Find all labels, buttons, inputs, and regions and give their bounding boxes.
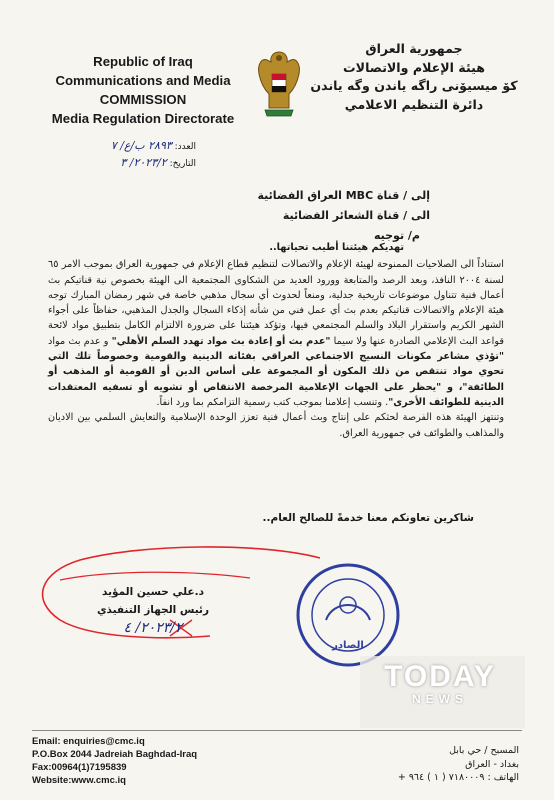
watermark-top: TODAY xyxy=(384,660,496,693)
footer-contact-english xyxy=(32,735,262,787)
footer-website: Website:www.cmc.iq xyxy=(32,775,126,786)
addressee-alshaaer: الى / قناة الشعائر الفضائية xyxy=(282,209,430,222)
letter-body xyxy=(48,240,504,441)
footer-ar-line1: المسبح / حي بابل xyxy=(449,745,519,756)
date-label: التاريخ: xyxy=(169,159,196,169)
p1-mid: و عدم بث مواد xyxy=(48,335,112,347)
closing-line: شاكرين تعاونكم معنا خدمةً للصالح العام.. xyxy=(262,512,474,524)
footer-contact-arabic xyxy=(319,744,519,785)
addressee-block xyxy=(130,186,490,246)
ar-header-line2: هيئة الإعلام والاتصالات xyxy=(343,59,485,75)
number-value: ٢٨٩٣ ب/ع/ ٧ xyxy=(110,139,172,152)
en-header-line4: Media Regulation Directorate xyxy=(51,111,235,126)
english-letterhead xyxy=(38,52,248,128)
signatory-name: د.علي حسين المؤيد xyxy=(102,586,204,598)
en-header-line3: COMMISSION xyxy=(99,92,187,107)
arabic-letterhead xyxy=(304,40,524,114)
footer-ar-line2: بغداد - العراق xyxy=(465,758,519,770)
p1-quote-2: "تؤذي مشاعر مكونات النسيج الاجتماعي العراقي بفئاته الدينية والقومية وخصوصاً تلك التي تحوي مواد تنتقص من ذلك المكون أو المجموعة على أساس الدين أو القومية أو المذهب أو الطائفة"، و "يحظر على الجهات الإعلامية المرخصة الانتقاص أو تشويه أو تسفيه المعتقدات الدينية للطوائف الأخرى" xyxy=(48,351,504,408)
body-paragraph-1 xyxy=(48,257,504,410)
reference-date xyxy=(56,155,196,172)
body-paragraph-2: وتنتهز الهيئة هذه الفرصة لحثكم على إنتاج وبث أعمال فنية تعزز الوحدة الإسلامية والتعايش السلمي بين الاديان والمذاهب والطوائف في جمهورية العراق. xyxy=(48,412,504,439)
p1-quote-1: "عدم بث أو إعادة بث مواد تهدد السلم الأهلي" xyxy=(111,335,331,347)
signature-date: ٢٠٢٣/٢/ ٤ xyxy=(123,620,183,636)
ar-header-line4: دائرة التنظيم الاعلامي xyxy=(344,96,484,112)
ar-header-line1: جمهورية العراق xyxy=(365,41,463,56)
footer-ar-line3: الهاتف : ٧١٨٠٠٠٩ ( ١ ) ٩٦٤ + xyxy=(397,772,519,783)
signatory-block xyxy=(78,583,228,637)
footer-pobox: P.O.Box 2044 Jadreiah Baghdad-Iraq xyxy=(32,749,198,760)
footer-fax: Fax:00964(1)7195839 xyxy=(32,762,127,773)
en-header-line2: Communications and Media xyxy=(55,73,231,88)
today-news-watermark xyxy=(376,662,504,712)
en-header-line1: Republic of Iraq xyxy=(93,54,193,69)
official-stamp-icon xyxy=(293,560,403,670)
p1-end: . وتنسب إعلامنا بموجب كتب رسمية التزامكم بما ورد انفاً. xyxy=(156,396,389,408)
number-label: العدد: xyxy=(174,142,196,152)
watermark-bottom: NEWS xyxy=(412,692,468,706)
reference-number xyxy=(56,138,196,155)
p1-intro: استناداً الى الصلاحيات الممنوحة لهيئة الإعلام والاتصالات لتنظيم قطاع الإعلام في جمهورية العراق بموجب الامر ٦٥ لسنة ٢٠٠٤ النافذ، وبعد الرصد والمتابعة وورود العديد من الشكاوى المجتمعية الى الهيئة بخصوص نية قناتيكم بث أعمال فنية تتناول موضوعات تاريخية جدلية، ومنعاً لحدوث أي سجال مذهبي خاصة في شهر رمضان المبارك توجه هيئة الإعلام والاتصالات قناتيكم بعدم بث أي عمل فني من شأنه إذكاء السجال والجدل المذهبي، حفاظاً على أجواء الشهر الكريم واستقرار البلاد والسلم المجتمعي فيها، وتؤكد هيئتنا على ضرورة الالتزام الكامل بتطبيق مواد لائحة قواعد البث الإعلامي الصادرة عنها ولا سيما xyxy=(48,259,504,347)
iraq-eagle-emblem-icon xyxy=(253,44,305,130)
reference-block xyxy=(56,138,196,172)
ar-header-line3: كۆ میسیۆنی راگه یاندن وگه یاندن xyxy=(310,78,518,93)
footer-email: Email: enquiries@cmc.iq xyxy=(32,736,145,747)
addressee-mbc: إلى / قناة MBC العراق الفضائية xyxy=(257,189,430,202)
stamp-label: الصادر xyxy=(332,640,364,651)
signatory-title: رئيس الجهاز التنفيذي xyxy=(96,604,210,616)
greeting: تهديكم هيئتنا أطيب تحياتها.. xyxy=(269,242,404,253)
subject-line: م/ توجيه xyxy=(373,229,420,242)
footer-divider xyxy=(32,730,522,731)
date-value: ٢٠٢٣/٢/ ٣ xyxy=(120,156,167,169)
